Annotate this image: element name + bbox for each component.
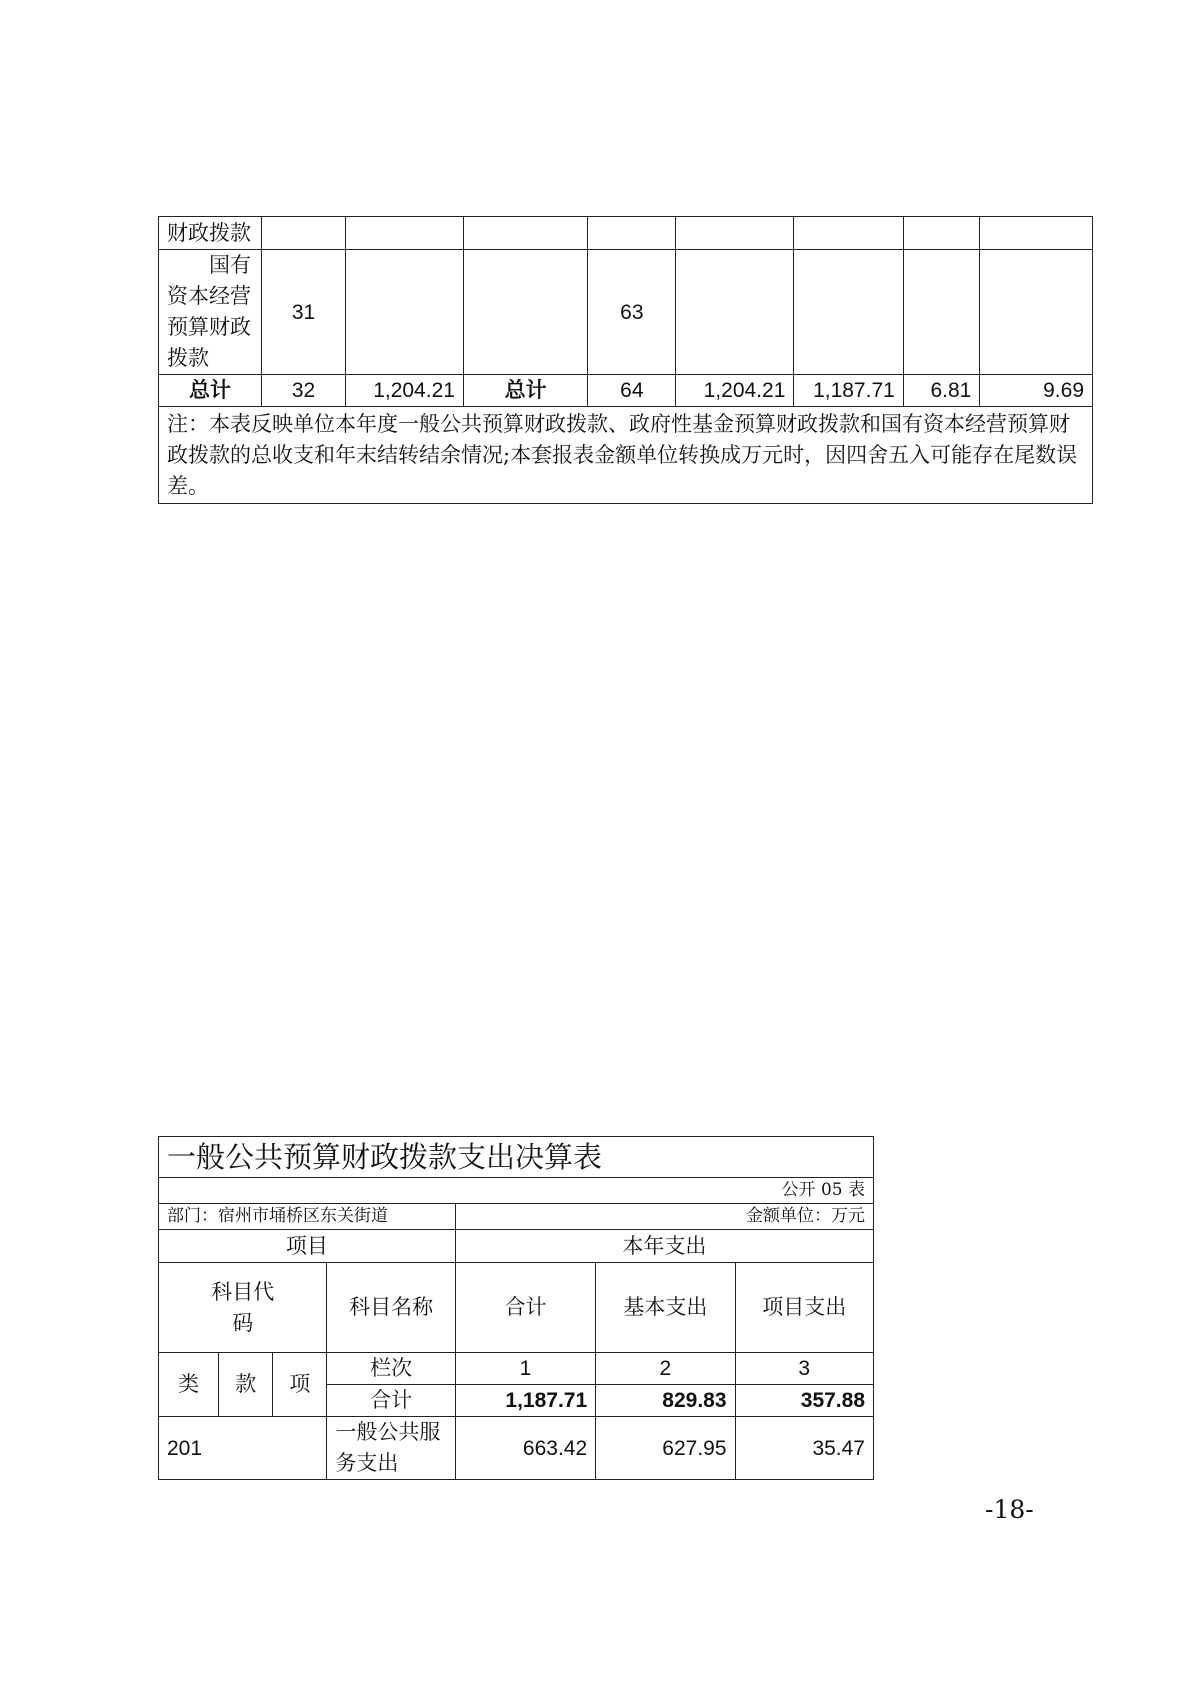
row-number-right: 63 bbox=[588, 250, 676, 375]
header-subject-code: 科目代码 bbox=[159, 1263, 327, 1353]
header-lei: 类 bbox=[159, 1353, 219, 1417]
row-label-financial-appropriation: 财政拨款 bbox=[159, 217, 262, 250]
total-value-2: 6.81 bbox=[903, 375, 980, 407]
total-amount-right: 1,204.21 bbox=[676, 375, 794, 407]
total-label-right: 总计 bbox=[463, 375, 587, 407]
row-number-left: 31 bbox=[262, 250, 346, 375]
total-number-left: 32 bbox=[262, 375, 346, 407]
column-number-3: 3 bbox=[735, 1353, 873, 1385]
row-project: 35.47 bbox=[735, 1417, 873, 1480]
table-title: 一般公共预算财政拨款支出决算表 bbox=[159, 1137, 874, 1178]
row-basic: 627.95 bbox=[596, 1417, 735, 1480]
header-project-expense: 项目支出 bbox=[735, 1263, 873, 1353]
total-amount-left: 1,204.21 bbox=[346, 375, 464, 407]
header-subject-name: 科目名称 bbox=[327, 1263, 455, 1353]
sum-label: 合计 bbox=[327, 1385, 455, 1417]
income-expense-table-continued bbox=[158, 216, 1093, 504]
column-number-1: 1 bbox=[455, 1353, 595, 1385]
general-budget-expense-table bbox=[158, 1136, 874, 1480]
row-subject-code: 201 bbox=[159, 1417, 327, 1480]
amount-unit: 金额单位：万元 bbox=[455, 1204, 873, 1230]
table-note: 注：本表反映单位本年度一般公共预算财政拨款、政府性基金预算财政拨款和国有资本经营预算财政拨款的总收支和年末结转结余情况;本套报表金额单位转换成万元时，因四舍五入可能存在尾数误差。 bbox=[159, 407, 1093, 504]
header-project: 项目 bbox=[159, 1230, 456, 1263]
sum-basic: 829.83 bbox=[596, 1385, 735, 1417]
header-xiang: 项 bbox=[273, 1353, 327, 1417]
sum-total: 1,187.71 bbox=[455, 1385, 595, 1417]
header-lanci: 栏次 bbox=[327, 1353, 455, 1385]
header-total: 合计 bbox=[455, 1263, 595, 1353]
column-number-2: 2 bbox=[596, 1353, 735, 1385]
row-label-state-capital: 国有资本经营预算财政拨款 bbox=[159, 250, 262, 375]
header-basic-expense: 基本支出 bbox=[596, 1263, 735, 1353]
header-annual-expense: 本年支出 bbox=[455, 1230, 873, 1263]
department: 部门：宿州市埇桥区东关街道 bbox=[159, 1204, 456, 1230]
row-total: 663.42 bbox=[455, 1417, 595, 1480]
row-subject-name: 一般公共服务支出 bbox=[327, 1417, 455, 1480]
sum-project: 357.88 bbox=[735, 1385, 873, 1417]
header-kuan: 款 bbox=[219, 1353, 273, 1417]
total-number-right: 64 bbox=[588, 375, 676, 407]
form-number: 公开 05 表 bbox=[159, 1178, 874, 1204]
page-number: -18- bbox=[985, 1495, 1034, 1524]
total-value-1: 1,187.71 bbox=[794, 375, 903, 407]
total-label-left: 总计 bbox=[159, 375, 262, 407]
total-value-3: 9.69 bbox=[980, 375, 1093, 407]
